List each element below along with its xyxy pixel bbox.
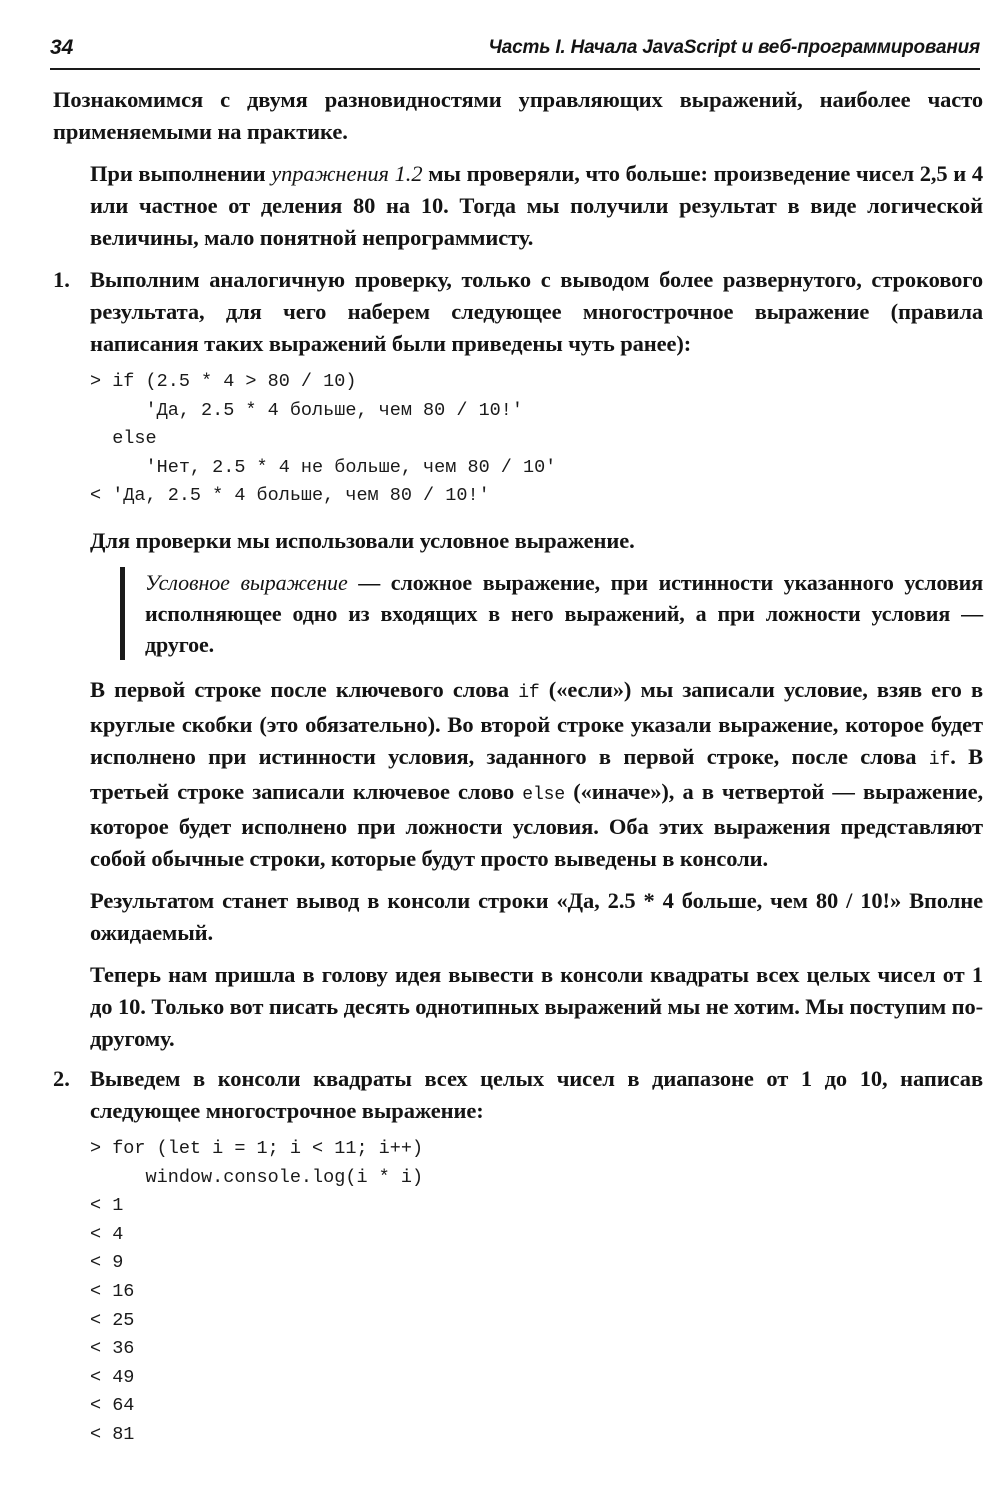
page-body [53,84,983,1464]
page-number: 34 [50,36,74,59]
definition-term: Условное выражение [145,569,348,595]
console-output-line: < 4 [90,1223,124,1245]
code-block-for [90,1135,983,1450]
code-line: > if (2.5 * 4 > 80 / 10) [90,371,357,392]
explanation-paragraph: В первой строке после ключевого слова if («если») мы записали условие, взяв его в круглые скобки (это обязательно). Во второй строке указали выражение, которое будет исполнено при истинности условия, заданного в первой строке, после слова if. В третьей строке записали ключевое слово else («иначе»), а в четвертой — выражение, которое будет исполнено при ложности условия. Оба этих выражения представляют собой обычные строки, которые будут просто выведены в консоли. [90,676,983,871]
definition-box [120,567,983,660]
console-output-line: < 1 [90,1195,124,1217]
running-header [50,34,980,70]
console-output-line: < 81 [90,1423,135,1445]
code-line: 'Нет, 2.5 * 4 не больше, чем 80 / 10' [90,456,557,478]
intro-paragraph: Познакомимся с двумя разновидностями управляющих выражений, наиболее часто применяемыми на практике. [53,87,983,144]
step-1 [53,264,983,360]
squares-paragraph: Теперь нам пришла в голову идея вывести в консоли квадраты всех целых чисел от 1 до 10. Только вот писать десять однотипных выражений мы не хотим. Мы поступим по-другому. [90,961,983,1051]
step-text: Выведем в консоли квадраты всех целых чисел в диапазоне от 1 до 10, написав следующее многострочное выражение: [90,1065,983,1123]
console-output-line: < 9 [90,1252,124,1274]
result-paragraph: Результатом станет вывод в консоли строки «Да, 2.5 * 4 больше, чем 80 / 10!» Вполне ожидаемый. [90,887,983,945]
console-output-line: < 16 [90,1280,135,1302]
console-output-line: < 49 [90,1366,135,1388]
step-text: Выполним аналогичную проверку, только с выводом более развернутого, строкового результата, для чего наберем следующее многострочное выражение (правила написания таких выражений были приведены чуть ранее): [90,267,983,356]
inline-code-if: if [928,749,951,770]
console-output-line: < 36 [90,1338,135,1360]
inline-code-if: if [518,682,540,703]
check-paragraph: Для проверки мы использовали условное выражение. [90,527,635,553]
exercise-paragraph: При выполнении упражнения 1.2 мы проверяли, что больше: произведение чисел 2,5 и 4 или частное от деления 80 на 10. Тогда мы получили результат в виде логической величины, мало понятной непрограммисту. [90,161,983,250]
step-number: 1. [53,267,70,292]
step-number: 2. [53,1065,70,1091]
code-line: window.console.log(i * i) [90,1166,424,1188]
header-title: Часть I. Начала JavaScript и веб-программирования [488,37,980,58]
inline-code-else: else [522,784,566,805]
code-line: 'Да, 2.5 * 4 больше, чем 80 / 10!' [90,399,523,421]
step-2 [53,1063,983,1127]
code-line: < 'Да, 2.5 * 4 больше, чем 80 / 10!' [90,485,490,507]
console-output-line: < 25 [90,1309,135,1331]
code-line: > for (let i = 1; i < 11; i++) [90,1137,424,1159]
code-block-if [90,368,983,511]
console-output-line: < 64 [90,1395,135,1417]
definition-text: Условное выражение — сложное выражение, при истинности указанного условия исполняющее одно из входящих в него выражений, а при ложности условия — другое. [145,569,983,657]
exercise-reference: упражнения 1.2 [271,161,423,186]
code-line: else [90,428,157,450]
